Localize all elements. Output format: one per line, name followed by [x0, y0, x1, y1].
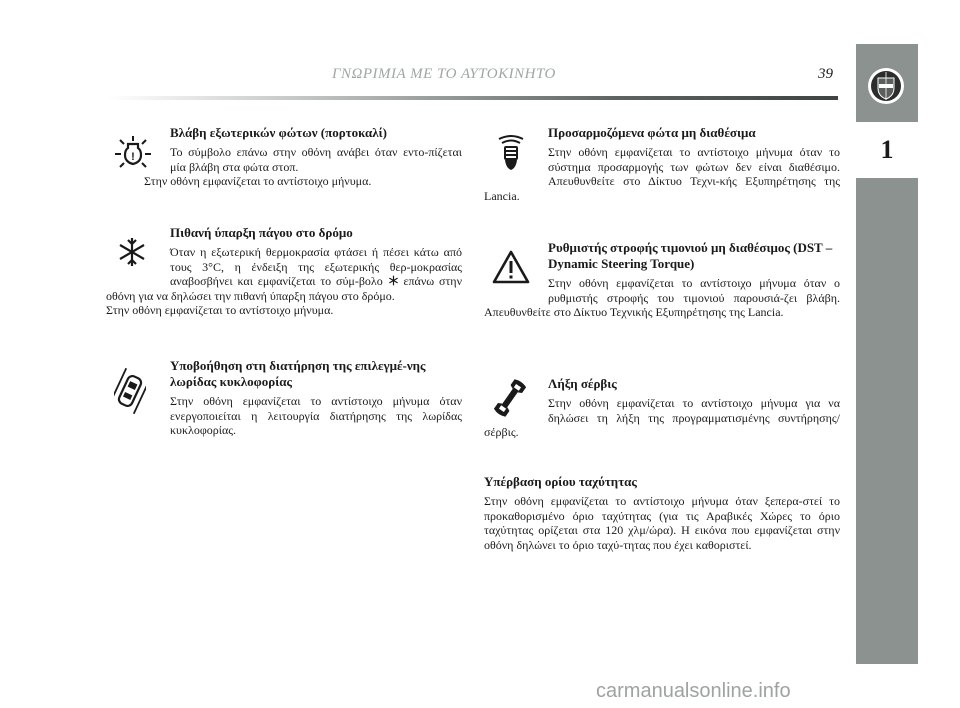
- section-body: Στην οθόνη εμφανίζεται το αντίστοιχο μήνυμα.: [106, 303, 334, 318]
- section-title: Λήξη σέρβις: [548, 376, 617, 391]
- running-header-title: ΓΝΩΡΙΜΙΑ ΜΕ ΤΟ ΑΥΤΟΚΙΝΗΤΟ: [332, 66, 556, 82]
- section-body: Στην οθόνη εμφανίζεται το αντίστοιχο μήνυμα για να δηλώσει τη λήξη της προγραμματισμένης συντήρησης/σέρβις.: [484, 396, 840, 440]
- icon-spacer: [106, 245, 170, 285]
- page-number: 39: [818, 66, 833, 82]
- section-title: Προσαρμοζόμενα φώτα μη διαθέσιμα: [548, 125, 756, 140]
- section-body: Στην οθόνη εμφανίζεται το αντίστοιχο μήνυμα.: [144, 174, 372, 189]
- section-title: Πιθανή ύπαρξη πάγου στο δρόμο: [170, 225, 353, 240]
- icon-spacer: [484, 276, 548, 302]
- section-lane-assist: [106, 358, 462, 438]
- header-rule: [108, 96, 838, 100]
- section-title: Υπέρβαση ορίου ταχύτητας: [484, 474, 637, 489]
- section-title: Ρυθμιστής στροφής τιμονιού μη διαθέσιμος (DST – Dynamic Steering Torque): [548, 240, 833, 271]
- section-service-due: [484, 376, 840, 440]
- section-exterior-lights: [106, 125, 462, 189]
- section-ice-warning: [106, 225, 462, 318]
- lancia-logo-icon: [866, 66, 906, 106]
- section-speed-limit: [484, 474, 840, 552]
- icon-spacer: [106, 394, 170, 436]
- section-body: Το σύμβολο επάνω στην οθόνη ανάβει όταν εντο-πίζεται μία βλάβη στα φώτα στοπ.: [170, 145, 462, 174]
- section-title: Βλάβη εξωτερικών φώτων (πορτοκαλί): [170, 125, 387, 140]
- section-body: Στην οθόνη εμφανίζεται το αντίστοιχο μήνυμα όταν ενεργοποιείται η λειτουργία διατήρησης της λωρίδας κυκλοφορίας.: [170, 394, 462, 438]
- section-body: Στην οθόνη εμφανίζεται το αντίστοιχο μήνυμα όταν ξεπερα-στεί το προκαθορισμένο όριο ταχύτητας (για τις Αραβικές Χώρες το όριο ταχύτητας ορίζεται στα 120 χλμ/ώρα). Η εικόνα που εμφανίζεται στην οθόνη δηλώνει το όριο ταχύ-τητας που έχει καθοριστεί.: [484, 494, 840, 552]
- section-body-lead: Όταν η εξωτερική θερμοκρασία φτάσει ή πέσει κάτω από τους 3°C, η ένδειξη της εξωτερικής θερ-μοκρασίας αναβοσβήνει και εμφανίζεται το σύμ-βολο: [170, 245, 462, 289]
- icon-spacer: [484, 396, 548, 422]
- snowflake-icon: [388, 275, 399, 286]
- section-body: Στην οθόνη εμφανίζεται το αντίστοιχο μήνυμα όταν ο ρυθμιστής στροφής του τιμονιού παρουσιά-ζει βλάβη. Απευθυνθείτε στο Δίκτυο Τεχνικής Εξυπηρέτησης της Lancia.: [484, 276, 840, 320]
- section-body-tail: επάνω στην οθόνη για να δηλώσει την πιθανή ύπαρξη πάγου στο δρόμο.: [106, 274, 462, 303]
- chapter-number: 1: [880, 135, 894, 164]
- section-adaptive-lights: [484, 125, 840, 203]
- watermark-text: carmanualsonline.info: [596, 680, 791, 702]
- icon-spacer: [484, 145, 548, 183]
- section-steering-torque: [484, 240, 840, 320]
- section-body: Στην οθόνη εμφανίζεται το αντίστοιχο μήνυμα όταν το σύστημα προσαρμογής των φώτων δεν είναι διαθέσιμο. Απευθυνθείτε στο Δίκτυο Τεχνι-κής Εξυπηρέτησης της Lancia.: [484, 145, 840, 203]
- svg-text:!: !: [131, 151, 135, 163]
- section-title: Υποβοήθηση στη διατήρηση της επιλεγμέ-νης λωρίδας κυκλοφορίας: [170, 358, 426, 389]
